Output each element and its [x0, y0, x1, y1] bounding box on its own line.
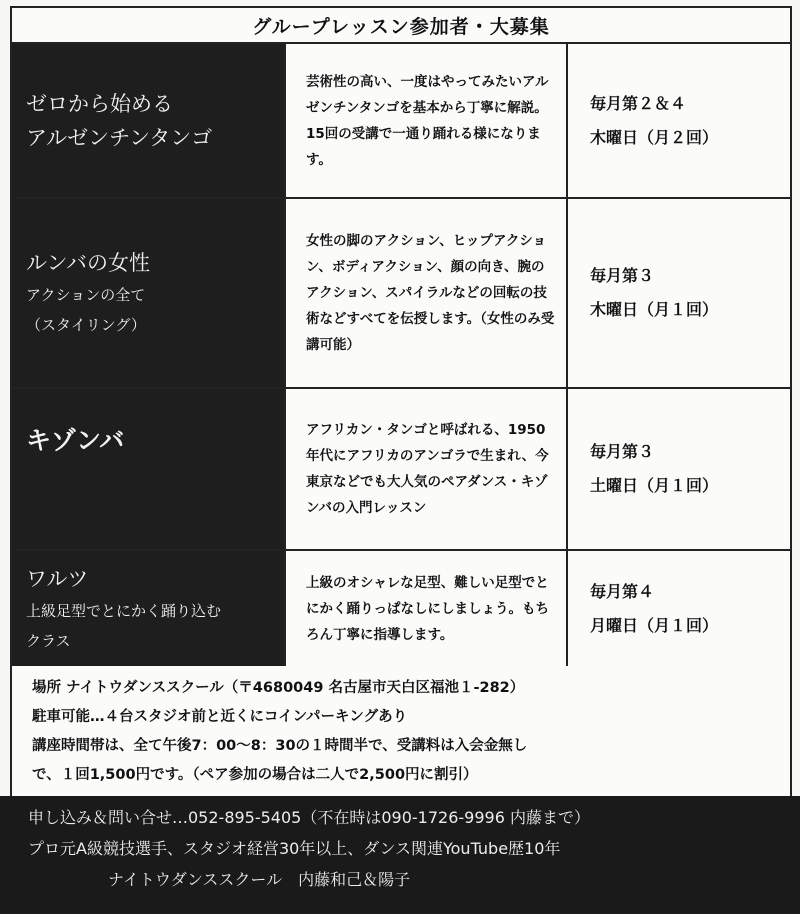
lesson-description [284, 199, 566, 387]
lesson-subtitle: （スタイリング） [26, 316, 146, 334]
lesson-name-cell [12, 199, 284, 387]
lesson-name: アルゼンチンタンゴ [26, 125, 213, 150]
lesson-description [284, 551, 566, 666]
lesson-schedule [566, 389, 790, 549]
lesson-name-cell [12, 44, 284, 197]
lesson-row-tango [12, 44, 790, 199]
schedule-day: 土曜日（月１回） [590, 476, 719, 495]
lesson-schedule [566, 44, 790, 197]
lesson-name: キゾンバ [26, 426, 125, 455]
schedule-week: 毎月第３ [590, 442, 655, 461]
lesson-name-cell [12, 389, 284, 549]
lesson-subtitle: クラス [26, 631, 71, 650]
signature-line: ナイトウダンススクール 内藤和己＆陽子 [108, 870, 411, 889]
time-fee-line: 講座時間帯は、全て午後7：00～8：30の１時間半で、受講料は入会金無し [32, 738, 528, 754]
lesson-subtitle: 上級足型でとにかく踊り込む [26, 601, 222, 620]
schedule-week: 毎月第３ [590, 266, 655, 285]
info-section [10, 666, 792, 796]
lesson-description [284, 389, 566, 549]
lesson-row-rumba [12, 199, 790, 389]
location-line: 場所 ナイトウダンススクール（〒4680049 名古屋市天白区福池１-282） [32, 680, 525, 696]
schedule-day: 木曜日（月２回） [590, 127, 719, 147]
lesson-row-kizomba [12, 389, 790, 551]
lesson-name-cell [12, 551, 284, 666]
schedule-week: 毎月第４ [590, 581, 655, 601]
lesson-description [284, 44, 566, 197]
parking-line: 駐車可能…４台スタジオ前と近くにコインパーキングあり [32, 709, 408, 725]
lesson-description-text: 女性の脚のアクション、ヒップアクション、ボディアクション、顔の向き、腕のアクション、スパイラルなどの回転の技術などすべてを伝授します。（女性のみ受講可能） [306, 233, 555, 353]
lesson-row-waltz [12, 551, 790, 666]
lesson-name: ワルツ [26, 566, 89, 591]
time-fee-line: で、１回1,500円です。（ペア参加の場合は二人で2,500円に割引） [32, 767, 478, 783]
flyer-title: グループレッスン参加者・大募集 [10, 6, 792, 44]
lesson-name: ゼロから始める [26, 91, 173, 116]
lesson-description-text: 芸術性の高い、一度はやってみたいアルゼンチンタンゴを基本から丁寧に解説。15回の受講で一通り踊れる様になります。 [306, 73, 549, 168]
lesson-description-text: アフリカン・タンゴと呼ばれる、1950年代にアフリカのアンゴラで生まれ、今東京などでも大人気のペアダンス・キゾンバの入門レッスン [306, 422, 549, 516]
contact-line: 申し込み＆問い合せ…052-895-5405（不在時は090-1726-9996 内藤まで） [28, 808, 590, 827]
profile-line: プロ元A級競技選手、スタジオ経営30年以上、ダンス関連YouTube歴10年 [28, 839, 561, 858]
schedule-day: 木曜日（月１回） [590, 300, 719, 319]
lesson-table [10, 44, 792, 666]
lesson-description-text: 上級のオシャレな足型、難しい足型でとにかく踊りっぱなしにしましょう。もちろん丁寧に指導します。 [306, 574, 549, 643]
lesson-schedule [566, 551, 790, 666]
footer [0, 796, 800, 914]
schedule-day: 月曜日（月１回） [590, 615, 719, 635]
schedule-week: 毎月第２＆４ [590, 93, 687, 113]
lesson-subtitle: アクションの全て [26, 286, 146, 304]
lesson-name: ルンバの女性 [26, 251, 151, 275]
lesson-schedule [566, 199, 790, 387]
